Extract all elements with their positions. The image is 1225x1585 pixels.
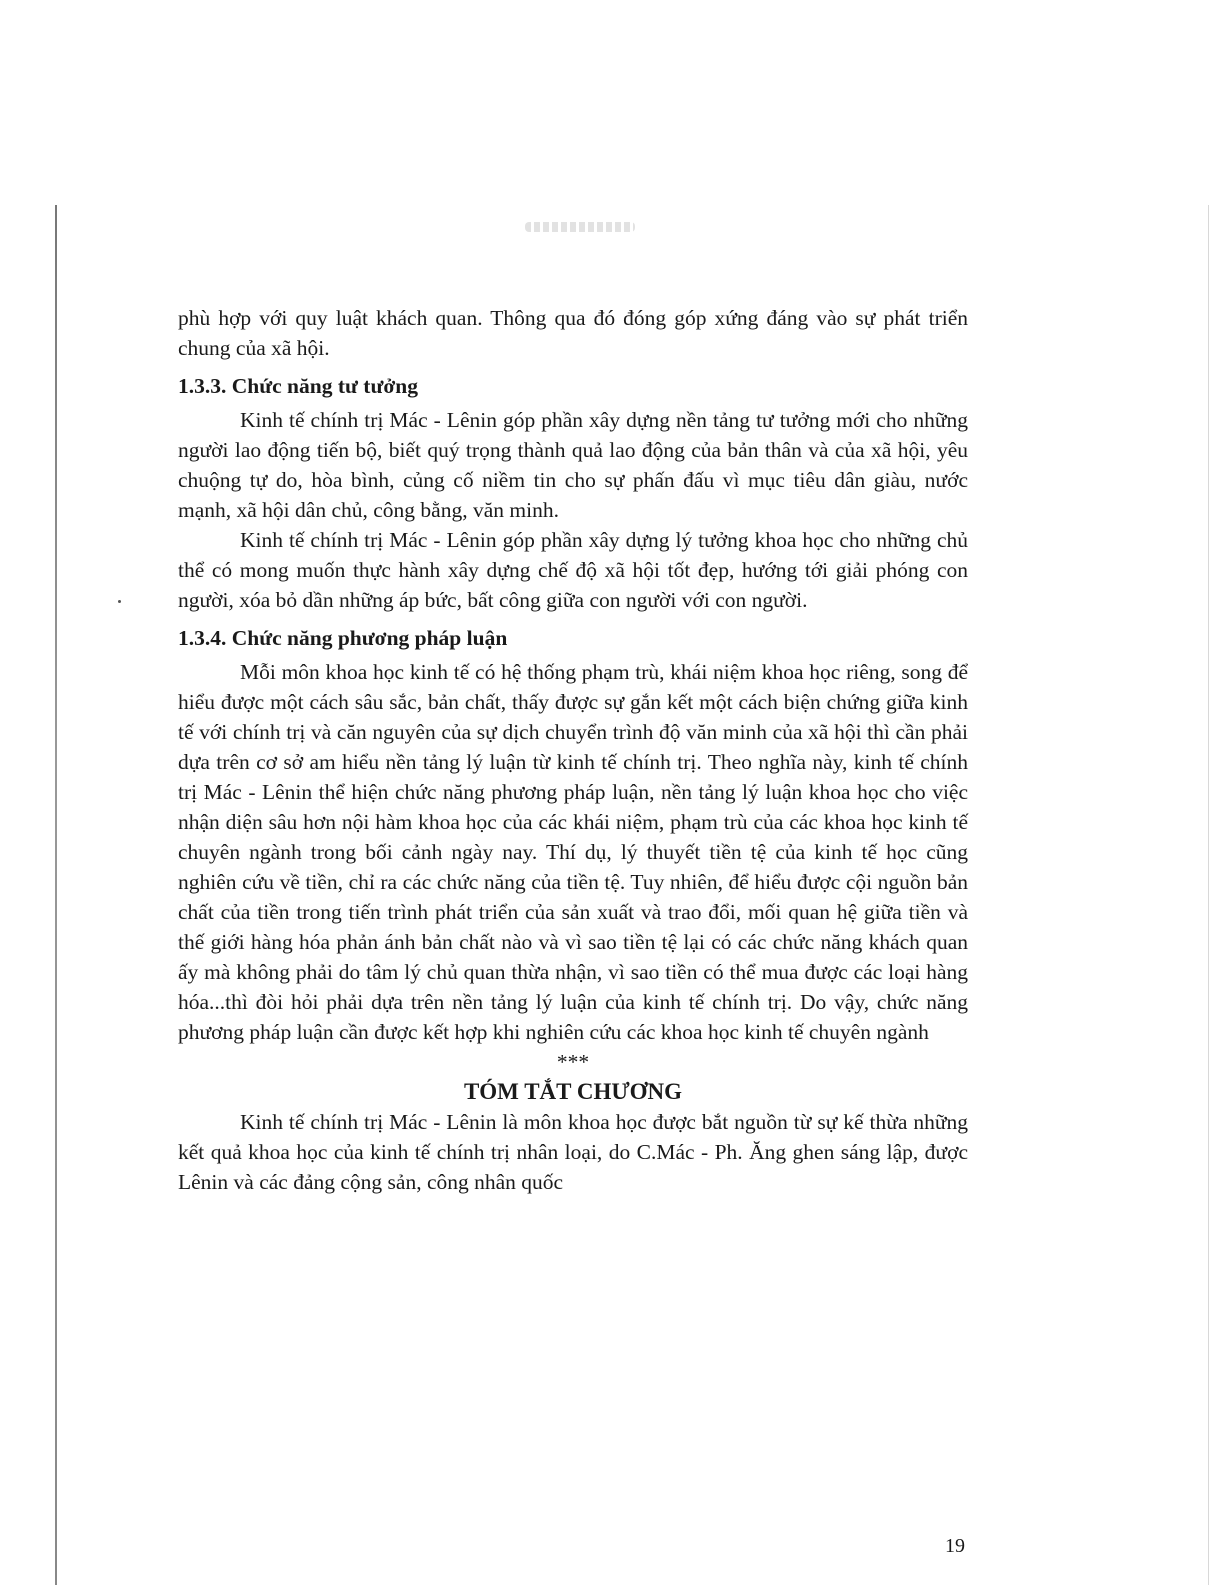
chapter-summary-title: TÓM TẮT CHƯƠNG [463,1079,683,1104]
scan-speck [118,600,121,603]
page-number: 19 [945,1535,965,1557]
section-heading-1-3-3: 1.3.3. Chức năng tư tưởng [178,374,418,398]
page-body [178,303,968,1197]
paragraph-ideology-1: Kinh tế chính trị Mác - Lênin góp phần xây dựng nền tảng tư tưởng mới cho những người lao động tiến bộ, biết quý trọng thành quả lao động của bản thân và của xã hội, yêu chuộng tự do, hòa bình, củng cố niềm tin cho sự phấn đấu vì mục tiêu dân giàu, nước mạnh, xã hội dân chủ, công bằng, văn minh. [178,408,968,522]
section-separator: *** [556,1050,590,1074]
paragraph-methodology: Mỗi môn khoa học kinh tế có hệ thống phạm trù, khái niệm khoa học riêng, song để hiểu được một cách sâu sắc, bản chất, thấy được sự gắn kết một cách biện chứng giữa kinh tế với chính trị và căn nguyên của sự dịch chuyển trình độ văn minh của xã hội thì cần phải dựa trên cơ sở am hiểu nền tảng lý luận từ kinh tế chính trị. Theo nghĩa này, kinh tế chính trị Mác - Lênin thể hiện chức năng phương pháp luận, nền tảng lý luận khoa học cho việc nhận diện sâu hơn nội hàm khoa học của các khái niệm, phạm trù của các khoa học kinh tế chuyên ngành trong bối cảnh ngày nay. Thí dụ, lý thuyết tiền tệ của kinh tế học cũng nghiên cứu về tiền, chỉ ra các chức năng của tiền tệ. Tuy nhiên, để hiểu được cội nguồn bản chất của tiền trong tiến trình phát triển của sản xuất và trao đổi, mối quan hệ giữa tiền và thế giới hàng hóa phản ánh bản chất nào và vì sao tiền tệ lại có các chức năng khách quan ấy mà không phải do tâm lý chủ quan thừa nhận, vì sao tiền có thể mua được các loại hàng hóa...thì đòi hỏi phải dựa trên nền tảng lý luận của kinh tế chính trị. Do vậy, chức năng phương pháp luận cần được kết hợp khi nghiên cứu các khoa học kinh tế chuyên ngành [178,660,968,1044]
scan-left-edge [55,205,57,1585]
scan-right-edge [1208,205,1209,1585]
paragraph-summary: Kinh tế chính trị Mác - Lênin là môn khoa học được bắt nguồn từ sự kế thừa những kết quả khoa học của kinh tế chính trị nhân loại, do C.Mác - Ph. Ăng ghen sáng lập, được Lênin và các đảng cộng sản, công nhân quốc [178,1110,968,1194]
paragraph-continuation: phù hợp với quy luật khách quan. Thông qua đó đóng góp xứng đáng vào sự phát triển chung của xã hội. [178,306,968,360]
bleed-through-header [525,222,635,232]
section-heading-1-3-4: 1.3.4. Chức năng phương pháp luận [178,626,508,650]
paragraph-ideology-2: Kinh tế chính trị Mác - Lênin góp phần xây dựng lý tưởng khoa học cho những chủ thể có mong muốn thực hành xây dựng chế độ xã hội tốt đẹp, hướng tới giải phóng con người, xóa bỏ dần những áp bức, bất công giữa con người với con người. [178,528,968,612]
